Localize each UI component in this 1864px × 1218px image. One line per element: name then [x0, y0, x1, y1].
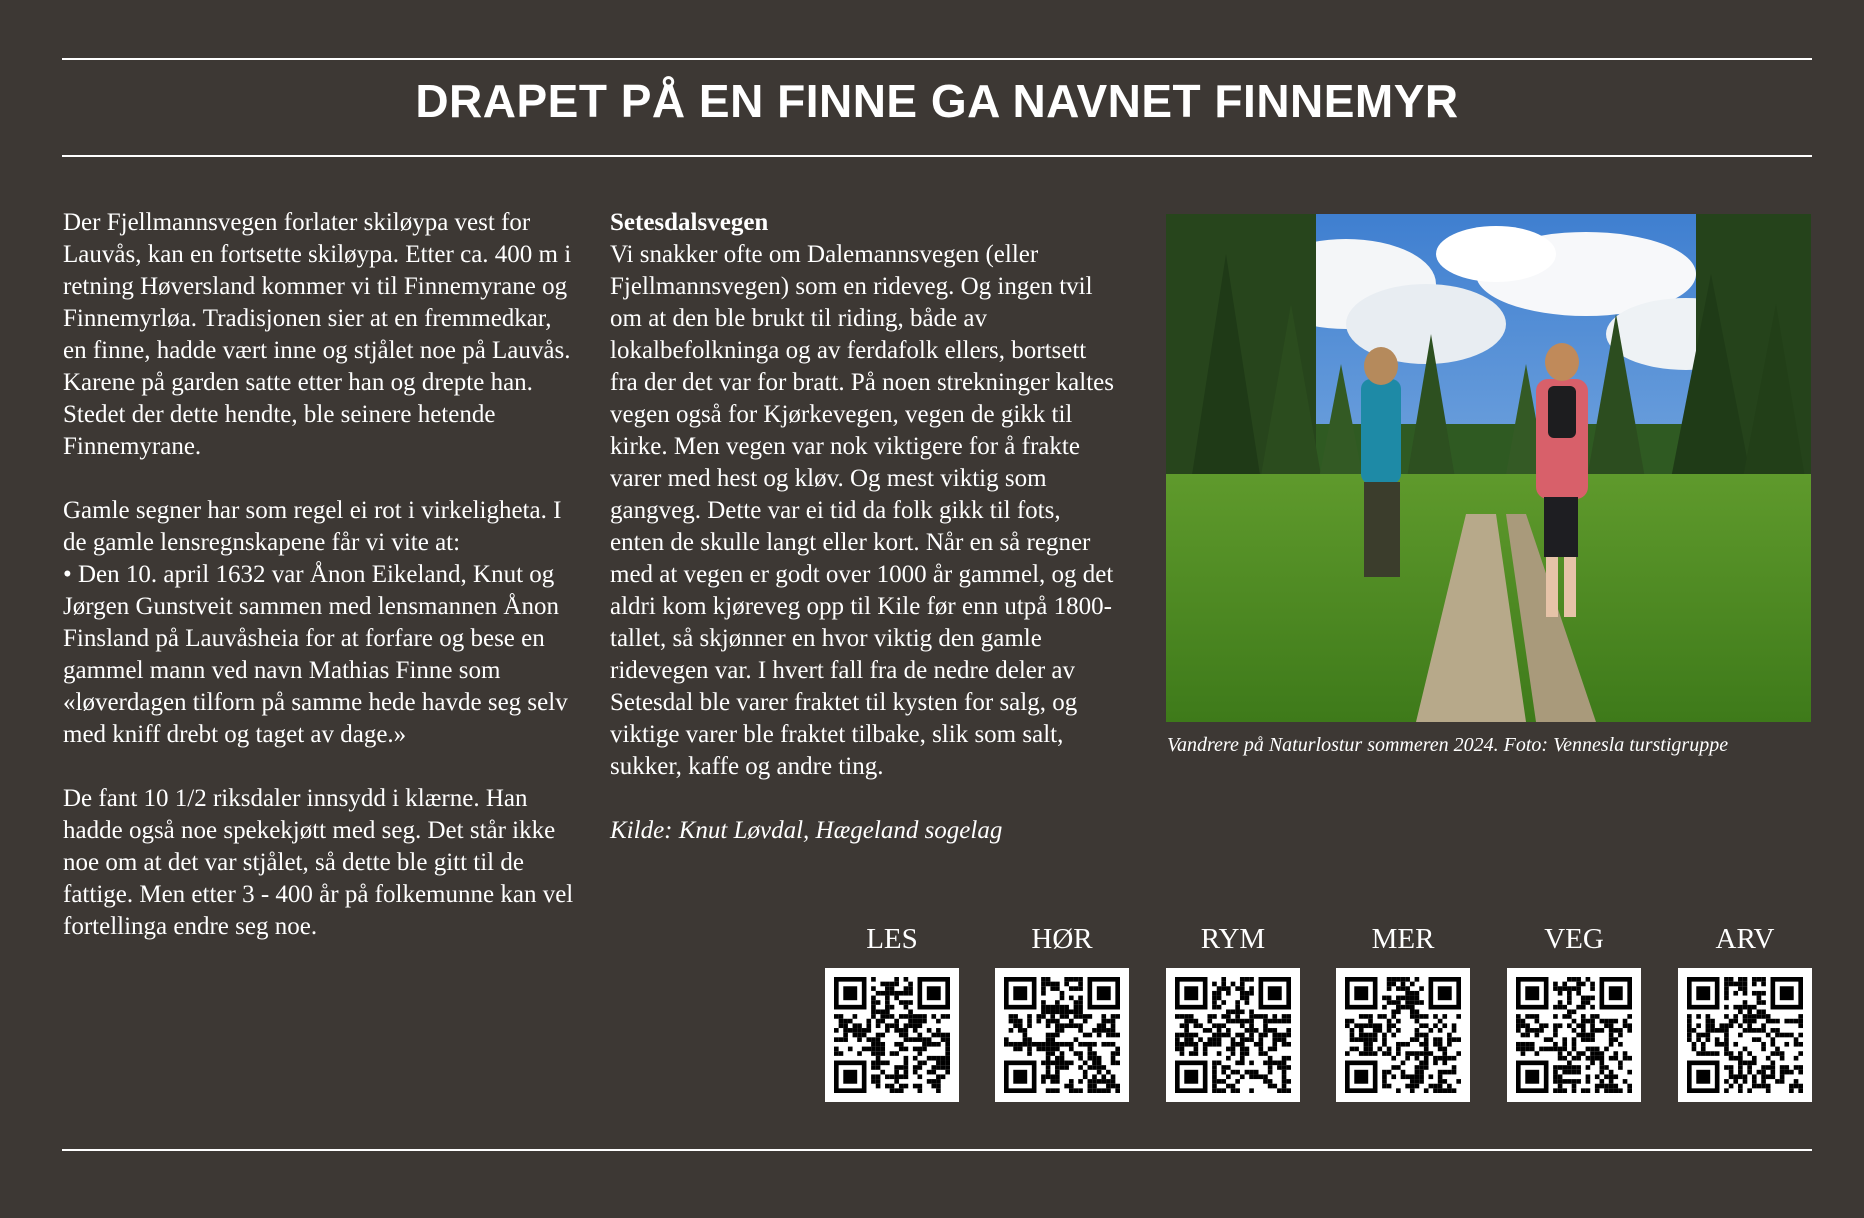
middle-text-column: [610, 207, 1120, 847]
qr-label: LES: [866, 923, 918, 955]
bottom-rule: [62, 1149, 1812, 1151]
qr-label: HØR: [1031, 923, 1093, 955]
qr-pattern: [1004, 977, 1120, 1093]
qr-code-icon[interactable]: [825, 968, 959, 1102]
qr-label: RYM: [1200, 923, 1266, 955]
qr-code-icon[interactable]: [1166, 968, 1300, 1102]
qr-label: ARV: [1715, 923, 1775, 955]
qr-item-arv[interactable]: [1678, 920, 1812, 1102]
photo-caption: Vandrere på Naturlostur sommeren 2024. Foto: Vennesla turstigruppe: [1167, 734, 1729, 756]
qr-code-row: [825, 920, 1813, 1102]
qr-item-mer[interactable]: [1336, 920, 1470, 1102]
paragraph-setesdalsvegen: Vi snakker ofte om Dalemannsvegen (eller Fjellmannsvegen) som en rideveg. Og ingen tvil om at den ble brukt til riding, både av lokalbefolkninga og av ferdafolk ellers, bortsett fra der det var for bratt. På noen strekninger kaltes vegen også for Kjørkevegen, vegen de gikk til kirke. Men vegen var nok viktigere for å frakte varer med hest og kløv. Og mest viktig som gangveg. Dette var ei tid da folk gikk til fots, enten de skulle langt eller kort. Når en så regner med at vegen er godt over 1000 år gammel, og det aldri kom kjøreveg opp til Kile før enn utpå 1800-tallet, så skjønner en hvor viktig den gamle ridevegen var. I hvert fall fra de nedre deler av Setesdal ble varer fraktet til kysten for salg, og viktige varer ble fraktet tilbake, slik som salt, sukker, kaffe og andre ting.: [610, 241, 1114, 780]
qr-item-les[interactable]: [825, 920, 959, 1102]
qr-pattern: [1516, 977, 1632, 1093]
qr-code-icon[interactable]: [1507, 968, 1641, 1102]
qr-label: MER: [1371, 923, 1435, 955]
qr-label: VEG: [1544, 923, 1604, 955]
qr-pattern: [834, 977, 950, 1093]
qr-item-veg[interactable]: [1507, 920, 1641, 1102]
paragraph-riksdaler: De fant 10 1/2 riksdaler innsydd i klærne. Han hadde også noe spekekjøtt med seg. Det står ikke noe om at det var stjålet, så dette ble gitt til de fattige. Men etter 3 - 400 år på folkemunne kan vel fortellinga endre seg noe.: [63, 785, 574, 940]
title-underline-rule: [62, 155, 1812, 157]
qr-item-rym[interactable]: [1166, 920, 1300, 1102]
paragraph-lensregnskap: Gamle segner har som regel ei rot i virkeligheta. I de gamle lensregnskapene får vi vite at: • Den 10. april 1632 var Ånon Eikeland, Knut og Jørgen Gunstveit sammen med lensmannen Ånon Finsland på Lauvåsheia for at forfare og bese en gammel mann ved navn Mathias Finne som «løverdagen tilforn på samme hede havde seg selv med kniff drebt og taget av dage.»: [63, 497, 568, 748]
qr-pattern: [1175, 977, 1291, 1093]
page-title: DRAPET PÅ EN FINNE GA NAVNET FINNEMYR: [415, 75, 1459, 127]
section-heading: Setesdalsvegen: [610, 209, 769, 236]
qr-code-icon[interactable]: [1678, 968, 1812, 1102]
source-credit: Kilde: Knut Løvdal, Hægeland sogelag: [610, 817, 1003, 844]
qr-code-icon[interactable]: [1336, 968, 1470, 1102]
top-rule: [62, 58, 1812, 60]
hikers-photo: [1166, 214, 1811, 722]
left-text-column: [63, 207, 578, 975]
qr-code-icon[interactable]: [995, 968, 1129, 1102]
qr-pattern: [1345, 977, 1461, 1093]
qr-item-hor[interactable]: [995, 920, 1129, 1102]
paragraph-finnemyrane: Der Fjellmannsvegen forlater skiløypa vest for Lauvås, kan en fortsette skiløypa. Etter ca. 400 m i retning Høversland kommer vi til Finnemyrane og Finnemyrløa. Tradisjonen sier at en fremmedkar, en finne, hadde vært inne og stjålet noe på Lauvås. Karene på garden satte etter han og drepte han. Stedet der dette hendte, ble seinere hetende Finnemyrane.: [63, 209, 572, 460]
qr-pattern: [1687, 977, 1803, 1093]
